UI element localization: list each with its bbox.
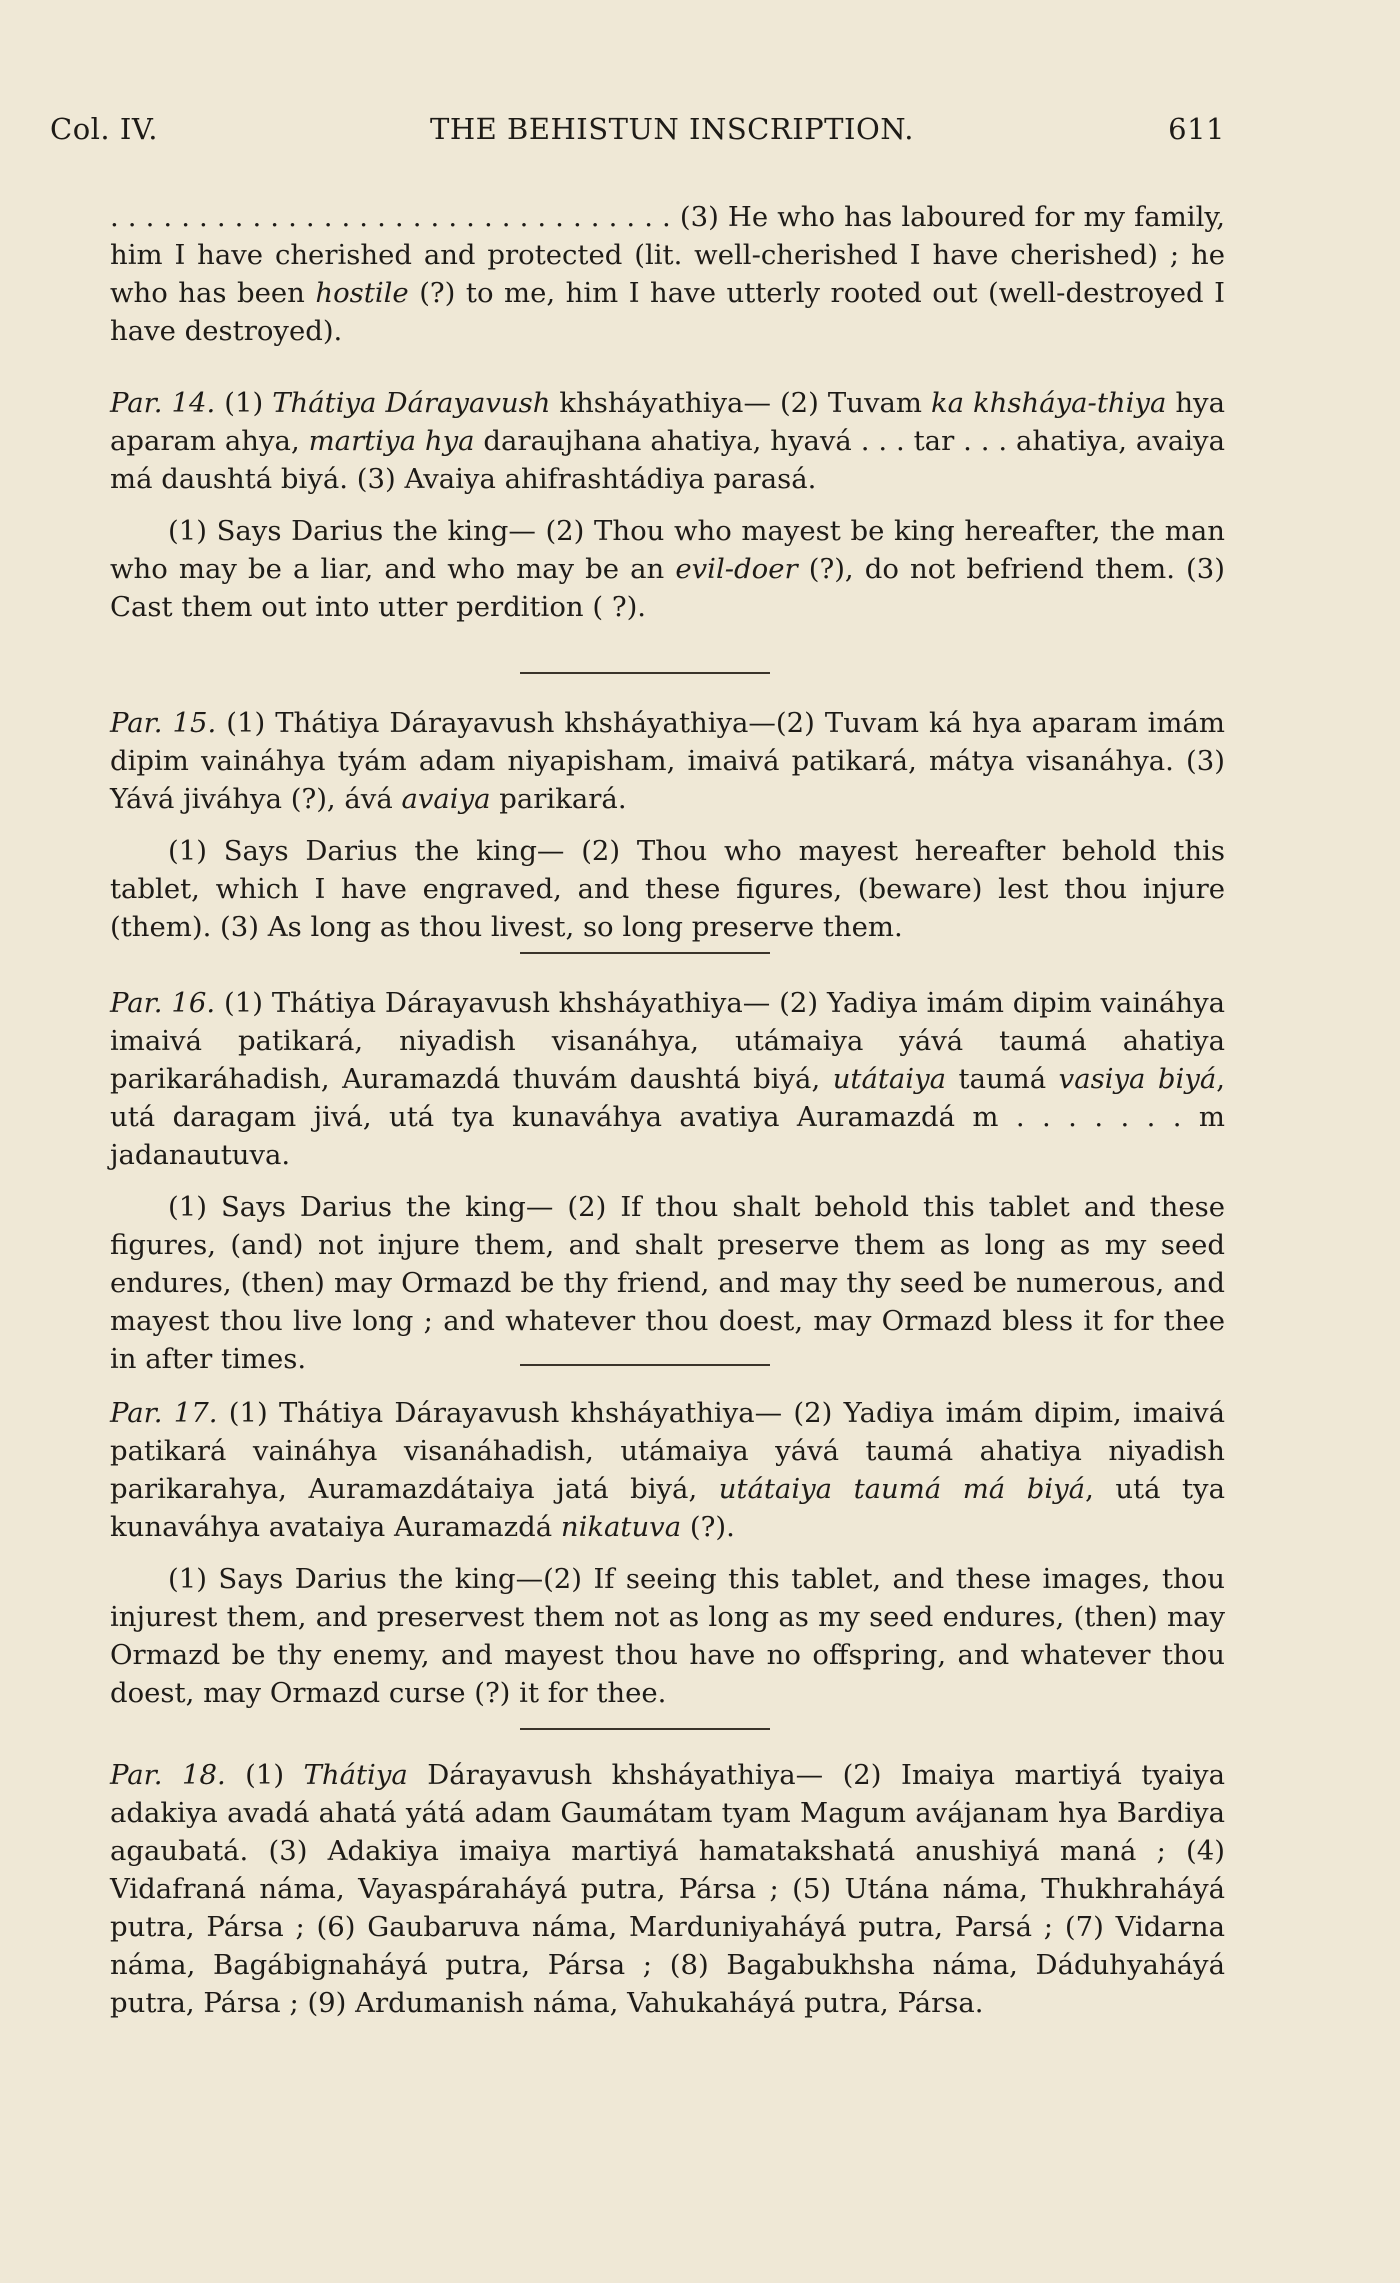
par-14-original [110, 384, 1225, 498]
par-17-original [110, 1394, 1225, 1546]
par-18-text: (1) [225, 1759, 304, 1791]
par-15-translation: (1) Says Darius the king— (2) Thou who mayest hereafter behold this tablet, which I have engraved, and these figures, (beware) lest thou injure (them). (3) As long as thou livest, so long preserve them. [110, 835, 1225, 943]
par-15-italic: avaiya [401, 783, 491, 815]
par-15-text: (1) Thátiya Dárayavush khsháyathiya—(2) Tuvam ká hya aparam imám dipim vaináhya tyám adam niyapisham, imaivá patikará, mátya visanáhya. (3) Yává jiváhya (?), ává [110, 707, 1225, 815]
intro-paragraph [110, 198, 1225, 350]
intro-text-end: (?) to me, him I have utterly rooted out (well-destroyed I have destroyed). [110, 277, 1225, 347]
par-14-text: khsháyathiya— (2) Tuvam [550, 387, 931, 419]
par-14-italic: Thátiya Dárayavush [272, 387, 551, 419]
intro-text [110, 198, 1225, 350]
par-16-original [110, 984, 1225, 1174]
par-15 [110, 704, 1225, 946]
par-17 [110, 1394, 1225, 1712]
par-14-translation-text: (?), do not befriend them. (3) Cast them out into utter perdition ( ?). [110, 553, 1225, 623]
par-16-text: taumá [946, 1063, 1059, 1095]
par-17-text: (1) Thátiya Dárayavush khsháyathiya— (2) Yadiya imám dipim, imaivá patikará vaináhya visanáhadish, utámaiya yává taumá ahatiya niyadish parikarahya, Auramazdátaiya jatá biyá, [110, 1397, 1225, 1505]
running-header [50, 112, 1225, 152]
par-18-label: Par. 18. [110, 1759, 226, 1791]
par-14-text: hya aparam ahya, [110, 387, 1225, 457]
intro-text-start: (3) He who has laboured for my family, him I have cherished and protected (lit. well-cherished I have cherished) ; he who has been [110, 201, 1226, 309]
par-16-text: , utá daragam jivá, utá tya kunaváhya avatiya Auramazdá m . . . . . . . m jadanautuva. [110, 1063, 1225, 1171]
par-16-translation: (1) Says Darius the king— (2) If thou shalt behold this tablet and these figures, (and) not injure them, and shalt preserve them as long as my seed endures, (then) may Ormazd be thy friend, and may thy seed be numerous, and mayest thou live long ; and whatever thou doest, may Ormazd bless it for thee in after times. [110, 1191, 1225, 1375]
intro-hostile: hostile [315, 277, 409, 309]
section-divider [520, 952, 770, 954]
header-title: THE BEHISTUN INSCRIPTION. [430, 112, 914, 146]
column-label: Col. IV. [50, 112, 158, 146]
par-16-label: Par. 16. [110, 987, 216, 1019]
par-17-text: , utá tya kunaváhya avataiya Auramazdá [110, 1473, 1225, 1543]
section-divider [520, 672, 770, 674]
par-16 [110, 984, 1225, 1378]
page-number: 611 [1168, 112, 1225, 146]
par-14-italic: martiya hya [308, 425, 475, 457]
par-17-text: (?). [681, 1511, 735, 1543]
par-14-text: daraujhana ahatiya, hyavá . . . tar . . . ahatiya, avaiya má daushtá biyá. (3) Avaiya ahifrashtádiya parasá. [110, 425, 1225, 495]
section-divider [520, 1728, 770, 1730]
par-16-italic: utátaiya [832, 1063, 947, 1095]
par-14-italic: evil-doer [675, 553, 798, 585]
par-16-italic: vasiya biyá [1058, 1063, 1217, 1095]
par-14-text: (1) [215, 387, 273, 419]
par-15-original [110, 704, 1225, 818]
par-15-label: Par. 15. [110, 707, 217, 739]
par-18-italic: Thátiya [303, 1759, 408, 1791]
par-14-italic: ka khsháya-thiya [930, 387, 1167, 419]
par-14 [110, 384, 1225, 626]
section-divider [520, 1364, 770, 1366]
par-18-original [110, 1756, 1225, 2022]
par-17-label: Par. 17. [110, 1397, 218, 1429]
par-18-text: Dárayavush khsháyathiya— (2) Imaiya martiyá tyaiya adakiya avadá ahatá yátá adam Gaumátam tyam Magum avájanam hya Bardiya agaubatá. (3) Adakiya imaiya martiyá hamatakshatá anushiyá maná ; (4) Vidafraná náma, Vayaspáraháyá putra, Pársa ; (5) Utána náma, Thukhraháyá putra, Pársa ; (6) Gaubaruva náma, Marduniyaháyá putra, Parsá ; (7) Vidarna náma, Bagábignaháyá putra, Pársa ; (8) Bagabukhsha náma, Dáduhyaháyá putra, Pársa ; (9) Ardumanish náma, Vahukaháyá putra, Pársa. [110, 1759, 1225, 2019]
par-17-translation: (1) Says Darius the king—(2) If seeing this tablet, and these images, thou injurest them, and preservest them not as long as my seed endures, (then) may Ormazd be thy enemy, and mayest thou have no offspring, and whatever thou doest, may Ormazd curse (?) it for thee. [110, 1563, 1225, 1709]
par-14-translation [110, 512, 1225, 626]
par-14-translation-text: (1) Says Darius the king— (2) Thou who mayest be king hereafter, the man who may be a liar, and who may be an [110, 515, 1225, 585]
par-17-italic: nikatuva [560, 1511, 682, 1543]
par-18 [110, 1756, 1225, 2022]
par-16-text: (1) Thátiya Dárayavush khsháyathiya— (2) Yadiya imám dipim vaináhya imaivá patikará, niyadish visanáhya, utámaiya yává taumá ahatiya parikaráhadish, Auramazdá thuvám daushtá biyá, [110, 987, 1225, 1095]
par-15-text: parikará. [490, 783, 627, 815]
par-14-label: Par. 14. [110, 387, 216, 419]
par-17-italic: utátaiya taumá má biyá [718, 1473, 1086, 1505]
ellipsis-dots: . . . . . . . . . . . . . . . . . . . . . . . . . . . . . . . . [110, 201, 671, 233]
